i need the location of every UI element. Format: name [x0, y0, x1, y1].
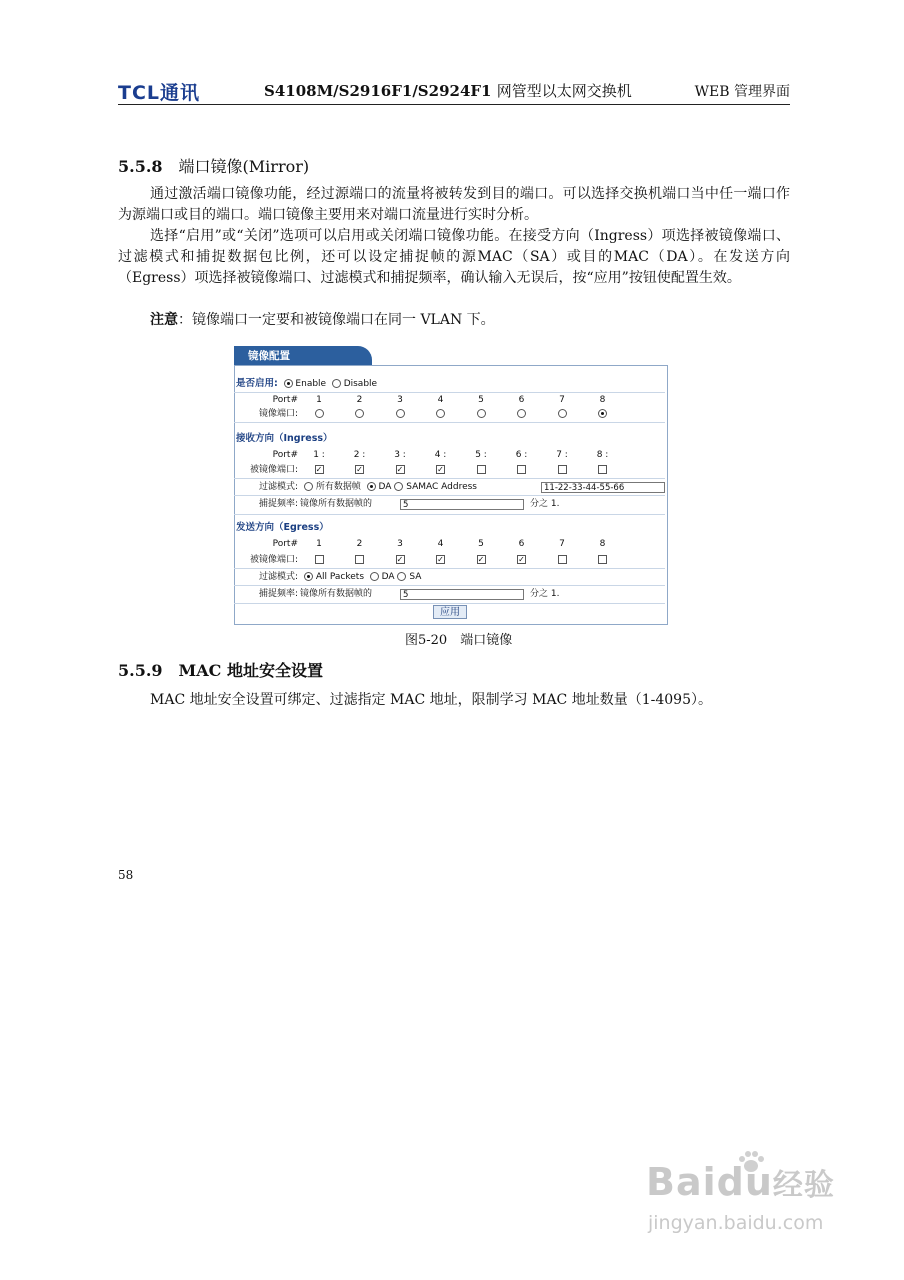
- watermark-brand: [646, 1160, 835, 1204]
- paragraph-3: MAC 地址安全设置可绑定、过滤指定 MAC 地址，限制学习 MAC 地址数量（1-4095）。: [150, 692, 712, 708]
- egress-filter-row: [234, 570, 665, 584]
- egress-filter-sa-radio[interactable]: [397, 572, 406, 581]
- egress-filter-da-radio[interactable]: [370, 572, 379, 581]
- ingress-filter-sa-radio[interactable]: [394, 482, 403, 491]
- divider: [234, 603, 665, 604]
- mirror-port-col-8: 8: [599, 395, 606, 405]
- mirror-port-radio-5[interactable]: [477, 409, 486, 418]
- egress-filter-all-radio[interactable]: [304, 572, 313, 581]
- ingress-mirrored-cell: [588, 463, 618, 477]
- ingress-mirrored-cell: [547, 463, 577, 477]
- egress-rate-input[interactable]: 5: [400, 589, 524, 600]
- egress-filter-sa-label: SA: [409, 572, 422, 582]
- ingress-mirrored-cell: [426, 463, 456, 477]
- ingress-port-col-7: 7 :: [556, 450, 568, 460]
- divider: [234, 585, 665, 586]
- mirror-port-col-6: 6: [518, 395, 525, 405]
- egress-port-header-row: [234, 537, 665, 551]
- egress-mirrored-checkbox-1[interactable]: [315, 555, 324, 564]
- mirror-port-radio-8[interactable]: [598, 409, 607, 418]
- tcl-logo: [118, 78, 200, 105]
- ingress-mirrored-row: [234, 463, 665, 477]
- egress-mirrored-cell: [507, 553, 537, 567]
- mirror-port-col-4: 4: [437, 395, 444, 405]
- section-title: 端口镜像(Mirror): [178, 157, 310, 176]
- ingress-mirrored-label: 被镜像端口:: [249, 465, 298, 475]
- ingress-filter-da-radio[interactable]: [367, 482, 376, 491]
- watermark-url: jingyan.baidu.com: [648, 1212, 824, 1234]
- egress-title: 发送方向（Egress）: [236, 522, 329, 533]
- egress-port-col-7: 7: [559, 539, 565, 549]
- header-section: WEB 管理界面: [694, 84, 790, 100]
- port-label: Port#: [272, 395, 298, 405]
- paragraph-1: 通过激活端口镜像功能，经过源端口的流量将被转发到目的端口。可以选择交换机端口当中任一端口作为源端口或目的端口。端口镜像主要用来对端口流量进行实时分析。: [118, 186, 790, 223]
- ingress-mirrored-checkbox-3[interactable]: ✓: [396, 465, 404, 474]
- mirror-port-label: 镜像端口:: [258, 409, 298, 419]
- section-heading: [118, 154, 309, 177]
- model-desc: 网管型以太网交换机: [496, 82, 632, 100]
- ingress-port-col-4: 4 :: [434, 450, 447, 460]
- mirror-port-radio-4[interactable]: [436, 409, 445, 418]
- divider: [234, 514, 665, 515]
- mirror-port-col-1: 1: [316, 395, 322, 405]
- logo-text: TCL: [118, 82, 161, 104]
- baidu-watermark: [646, 1150, 856, 1242]
- wm-brand-cn: 经验: [772, 1168, 835, 1203]
- ingress-filter-label: 过滤模式:: [258, 482, 298, 492]
- egress-mirrored-label: 被镜像端口:: [249, 555, 298, 565]
- egress-filter-all-label: All Packets: [315, 572, 365, 582]
- ingress-port-col-2: 2 :: [353, 450, 366, 460]
- egress-mirrored-checkbox-7[interactable]: [558, 555, 567, 564]
- egress-mirrored-cell: [345, 553, 375, 567]
- egress-mirrored-row: [234, 553, 665, 567]
- mirror-port-cell: [547, 407, 577, 421]
- paragraph-2: 选择“启用”或“关闭”选项可以启用或关闭端口镜像功能。在接受方向（Ingress）项选择被镜像端口、过滤模式和捕捉数据包比例，还可以设定捕捉帧的源MAC（SA）或目的MAC（DA）。在发送方向（Egress）项选择被镜像端口、过滤模式和捕捉频率，确认输入无误后，按“应用”按钮使配置生效。: [118, 228, 790, 286]
- ingress-rate-label: 捕捉频率:: [258, 499, 298, 509]
- ingress-mirrored-checkbox-1[interactable]: ✓: [315, 465, 323, 474]
- section-heading-2: [118, 658, 323, 681]
- ingress-port-col-1: 1 :: [313, 450, 325, 460]
- egress-mirrored-checkbox-6[interactable]: ✓: [518, 555, 525, 564]
- page-header: [118, 74, 790, 105]
- figure-caption: 图5-20 端口镜像: [405, 633, 513, 648]
- enable-row: [236, 377, 377, 391]
- egress-mirrored-checkbox-5[interactable]: ✓: [477, 555, 485, 564]
- egress-filter-da-label: DA: [381, 572, 395, 582]
- egress-filter-options: [304, 570, 421, 584]
- mirror-config-panel: [234, 346, 668, 626]
- disable-radio[interactable]: [332, 379, 341, 388]
- mirror-port-cell: [466, 407, 496, 421]
- ingress-mirrored-checkbox-2[interactable]: ✓: [356, 465, 363, 474]
- mirror-port-col-2: 2: [356, 395, 363, 405]
- egress-mirrored-cell: [385, 553, 415, 567]
- ingress-filter-sa-label: SA: [406, 482, 419, 492]
- egress-port-col-3: 3: [397, 539, 403, 549]
- divider: [234, 568, 665, 569]
- mirror-port-cell: [426, 407, 456, 421]
- egress-mirrored-cell: [547, 553, 577, 567]
- enable-radio[interactable]: [284, 379, 293, 388]
- wm-brand-a: Bai: [646, 1160, 717, 1204]
- ingress-mirrored-checkbox-8[interactable]: [598, 465, 607, 474]
- mirror-port-row: [234, 407, 665, 421]
- model-title: [264, 80, 632, 101]
- egress-rate-label: 捕捉频率:: [258, 589, 298, 599]
- egress-mirrored-checkbox-4[interactable]: ✓: [437, 555, 444, 564]
- mirror-port-radio-2[interactable]: [355, 409, 364, 418]
- mac-address-label: MAC Address: [418, 482, 477, 492]
- ingress-filter-all-label: 所有数据帧: [315, 482, 361, 492]
- ingress-port-header-row: [234, 448, 665, 462]
- section-title: MAC 地址安全设置: [178, 661, 323, 680]
- note-paragraph: [118, 310, 790, 331]
- egress-rate-prefix: 镜像所有数据帧的: [300, 589, 373, 599]
- ingress-mirrored-cell: [466, 463, 496, 477]
- egress-mirrored-cell: [588, 553, 618, 567]
- ingress-filter-da-label: DA: [378, 482, 392, 492]
- model-number: S4108M/S2916F1/S2924F1: [264, 82, 492, 100]
- wm-brand-b: du: [716, 1160, 773, 1204]
- egress-mirrored-cell: [466, 553, 496, 567]
- mirror-port-radio-7[interactable]: [558, 409, 567, 418]
- ingress-port-col-8: 8 :: [596, 450, 609, 460]
- ingress-port-col-6: 6 :: [515, 450, 528, 460]
- ingress-rate-input[interactable]: 5: [400, 499, 524, 510]
- apply-button[interactable]: 应用: [433, 605, 467, 619]
- egress-port-col-8: 8: [599, 539, 606, 549]
- mirror-port-header-row: [234, 393, 665, 407]
- ingress-mirrored-checkbox-4[interactable]: ✓: [437, 465, 444, 474]
- section-number: 5.5.8: [118, 157, 163, 176]
- enable-label: 是否启用:: [236, 378, 278, 389]
- egress-port-col-2: 2: [356, 539, 363, 549]
- mirror-port-radio-6[interactable]: [517, 409, 526, 418]
- mirror-port-cell: [385, 407, 415, 421]
- panel-tab[interactable]: 镜像配置: [234, 346, 372, 366]
- egress-port-col-1: 1: [316, 539, 322, 549]
- egress-port-col-6: 6: [518, 539, 525, 549]
- egress-port-col-5: 5: [478, 539, 484, 549]
- ingress-port-col-3: 3 :: [394, 450, 406, 460]
- divider: [234, 495, 665, 496]
- ingress-mirrored-checkbox-5[interactable]: [477, 465, 486, 474]
- note-label: 注意: [150, 312, 178, 328]
- ingress-rate-prefix: 镜像所有数据帧的: [300, 499, 373, 509]
- mirror-port-cell: [345, 407, 375, 421]
- ingress-filter-options: [304, 480, 477, 494]
- mirror-port-radio-1[interactable]: [315, 409, 324, 418]
- mirror-port-cell: [588, 407, 618, 421]
- ingress-filter-all-radio[interactable]: [304, 482, 313, 491]
- ingress-mirrored-cell: [345, 463, 375, 477]
- mac-address-input[interactable]: 11-22-33-44-55-66: [541, 482, 665, 493]
- egress-mirrored-checkbox-8[interactable]: [598, 555, 607, 564]
- egress-rate-suffix: 分之 1.: [530, 589, 560, 599]
- egress-port-label: Port#: [272, 539, 298, 549]
- ingress-mirrored-cell: [304, 463, 334, 477]
- ingress-port-label: Port#: [272, 450, 298, 460]
- ingress-port-col-5: 5 :: [475, 450, 487, 460]
- ingress-mirrored-cell: [507, 463, 537, 477]
- ingress-mirrored-checkbox-6[interactable]: [517, 465, 526, 474]
- mirror-port-col-3: 3: [397, 395, 403, 405]
- disable-option-label: Disable: [343, 379, 378, 389]
- logo-cn-text: 通讯: [160, 82, 201, 104]
- enable-option-label: Enable: [295, 379, 327, 389]
- divider: [234, 478, 665, 479]
- note-text: ：镜像端口一定要和被镜像端口在同一 VLAN 下。: [178, 312, 495, 328]
- egress-mirrored-cell: [304, 553, 334, 567]
- mirror-port-radio-3[interactable]: [396, 409, 405, 418]
- divider: [234, 422, 665, 423]
- mirror-port-cell: [304, 407, 334, 421]
- ingress-rate-suffix: 分之 1.: [530, 499, 560, 509]
- mirror-port-col-7: 7: [559, 395, 565, 405]
- egress-filter-label: 过滤模式:: [258, 572, 298, 582]
- egress-mirrored-checkbox-2[interactable]: [355, 555, 364, 564]
- egress-mirrored-cell: [426, 553, 456, 567]
- egress-mirrored-checkbox-3[interactable]: ✓: [396, 555, 404, 564]
- mirror-port-cell: [507, 407, 537, 421]
- section-number: 5.5.9: [118, 661, 163, 680]
- mirror-port-col-5: 5: [478, 395, 484, 405]
- ingress-mirrored-cell: [385, 463, 415, 477]
- ingress-title: 接收方向（Ingress）: [236, 433, 333, 444]
- ingress-mirrored-checkbox-7[interactable]: [558, 465, 567, 474]
- page-number: 58: [118, 868, 134, 882]
- egress-port-col-4: 4: [437, 539, 444, 549]
